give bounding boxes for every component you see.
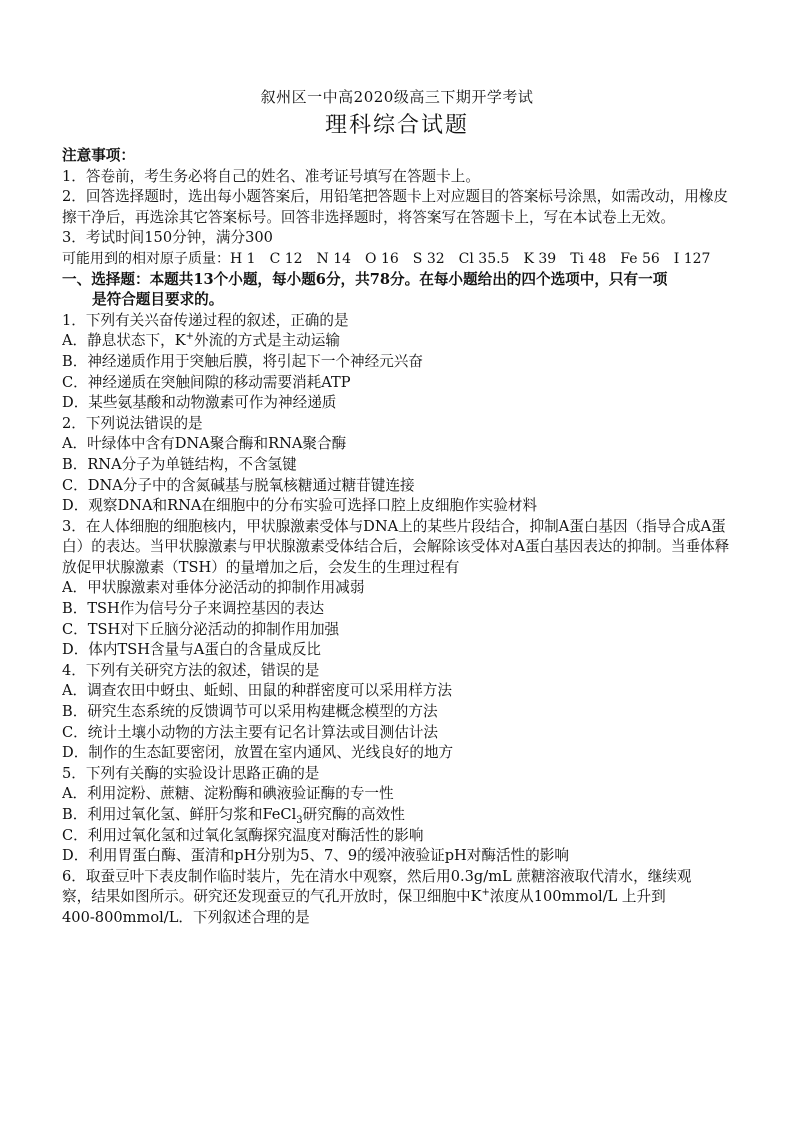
question-1-option-b: B．神经递质作用于突触后膜，将引起下一个神经元兴奋 — [62, 352, 423, 370]
question-5-stem: 5．下列有关酶的实验设计思路正确的是 — [62, 764, 320, 782]
question-4-option-a: A．调查农田中蚜虫、蚯蚓、田鼠的种群密度可以采用样方法 — [62, 682, 452, 700]
question-1-option-c: C．神经递质在突触间隙的移动需要消耗ATP — [62, 373, 351, 391]
question-2-option-b: B．RNA分子为单链结构，不含氢键 — [62, 455, 297, 473]
question-4-option-b: B．研究生态系统的反馈调节可以采用构建概念模型的方法 — [62, 703, 438, 721]
question-2-option-a: A．叶绿体中含有DNA聚合酶和RNA聚合酶 — [62, 435, 347, 453]
page-title: 理科综合试题 — [324, 113, 469, 138]
subscript: 3 — [296, 814, 303, 826]
question-3-option-a: A．甲状腺激素对垂体分泌活动的抑制作用减弱 — [62, 579, 365, 597]
question-2-stem: 2．下列说法错误的是 — [62, 414, 203, 432]
question-4-option-c: C．统计土壤小动物的方法主要有记名计算法或目测估计法 — [62, 723, 439, 741]
option-text: B．利用过氧化氢、鲜肝匀浆和FeCl — [62, 806, 297, 823]
question-6-stem-line-3: 400-800mmol/L．下列叙述合理的是 — [62, 908, 310, 926]
question-5-option-d: D．利用胃蛋白酶、蛋清和pH分别为5、7、9的缓冲液验证pH对酶活性的影响 — [62, 847, 569, 865]
question-1-option-d: D．某些氨基酸和动物激素可作为神经递质 — [62, 394, 337, 412]
option-text: 外流的方式是主动运输 — [194, 332, 340, 350]
question-3-option-c: C．TSH对下丘脑分泌活动的抑制作用加强 — [62, 620, 340, 638]
exam-body — [62, 146, 734, 929]
note-item-1: 1．答卷前，考生务必将自己的姓名、准考证号填写在答题卡上。 — [62, 167, 480, 185]
note-item-2: 2．回答选择题时，选出每小题答案后，用铅笔把答题卡上对应题目的答案标号涂黑，如需改动，用橡皮擦干净后，再选涂其它答案标号。回答非选择题时，将答案写在答题卡上，写在本试卷上无效。 — [62, 188, 729, 226]
section-heading-line-1: 一、选择题：本题共13个小题，每小题6分，共78分。在每小题给出的四个选项中，只有一项 — [62, 270, 668, 288]
school-exam-line: 叙州区一中高2020级高三下期开学考试 — [260, 88, 534, 106]
superscript: + — [481, 887, 490, 899]
question-4-option-d: D．制作的生态缸要密闭，放置在室内通风、光线良好的地方 — [62, 744, 454, 762]
question-5-option-a: A．利用淀粉、蔗糖、淀粉酶和碘液验证酶的专一性 — [62, 785, 394, 803]
note-item-3: 3．考试时间150分钟，满分300 — [62, 229, 273, 247]
notes-heading: 注意事项： — [62, 147, 135, 164]
question-5-option-b — [62, 805, 734, 826]
stem-text: 浓度从100mmol/L 上升到 — [489, 888, 666, 906]
question-6-stem-line-2 — [62, 887, 734, 908]
question-3-stem: 3．在人体细胞的细胞核内，甲状腺激素受体与DNA上的某些片段结合，抑制A蛋白基因（指导合成A蛋白）的表达。当甲状腺激素与甲状腺激素受体结合后，会解除该受体对A蛋白基因表达的抑制。当垂体释放促甲状腺激素（TSH）的量增加之后，会发生的生理过程有 — [62, 517, 730, 576]
question-6-stem-line-1: 6．取蚕豆叶下表皮制作临时装片，先在清水中观察，然后用0.3g/mL 蔗糖溶液取代清水，继续观 — [62, 867, 692, 885]
superscript: + — [185, 331, 194, 343]
question-2-option-c: C．DNA分子中的含氮碱基与脱氧核糖通过糖苷键连接 — [62, 476, 415, 494]
option-text: 研究酶的高效性 — [302, 806, 405, 823]
question-2-option-d: D．观察DNA和RNA在细胞中的分布实验可选择口腔上皮细胞作实验材料 — [62, 497, 538, 515]
section-heading-line-2: 是符合题目要求的。 — [92, 291, 224, 309]
question-3-option-b: B．TSH作为信号分子来调控基因的表达 — [62, 600, 325, 618]
question-3-option-d: D．体内TSH含量与A蛋白的含量成反比 — [62, 641, 322, 659]
question-1-stem: 1．下列有关兴奋传递过程的叙述，正确的是 — [62, 311, 349, 329]
question-1-option-a — [62, 331, 734, 352]
question-4-stem: 4．下列有关研究方法的叙述，错误的是 — [62, 661, 320, 679]
atomic-masses-line: 可能用到的相对原子质量：H 1 C 12 N 14 O 16 S 32 Cl 35.5 K 39 Ti 48 Fe 56 I 127 — [62, 250, 711, 267]
stem-text: 察，结果如图所示。研究还发现蚕豆的气孔开放时，保卫细胞中K — [62, 888, 482, 906]
option-text: A．静息状态下，K — [62, 332, 186, 350]
question-5-option-c: C．利用过氧化氢和过氧化氢酶探究温度对酶活性的影响 — [62, 826, 424, 844]
